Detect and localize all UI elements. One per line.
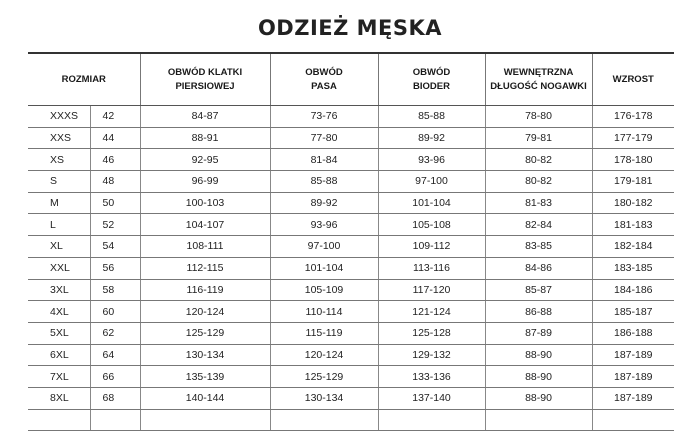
cell-pas: 93-96 — [270, 214, 378, 236]
cell-wzrost: 181-183 — [592, 214, 674, 236]
size-table — [28, 54, 674, 431]
cell-klatka: 96-99 — [140, 171, 270, 193]
cell-biodra: 89-92 — [378, 127, 485, 149]
cell-klatka: 84-87 — [140, 106, 270, 128]
cell-wzrost: 183-185 — [592, 257, 674, 279]
cell-wzrost: 176-178 — [592, 106, 674, 128]
cell-pas: 89-92 — [270, 192, 378, 214]
cell-nogawka: 88-90 — [485, 387, 592, 409]
cell-number: 56 — [90, 257, 140, 279]
cell-biodra: 85-88 — [378, 106, 485, 128]
cell-biodra: 121-124 — [378, 301, 485, 323]
header-biodra — [378, 54, 485, 106]
cell-wzrost: 179-181 — [592, 171, 674, 193]
cell-size: 4XL — [28, 301, 90, 323]
cell-nogawka: 80-82 — [485, 149, 592, 171]
table-row — [28, 127, 674, 149]
cell-nogawka: 88-90 — [485, 366, 592, 388]
table-row-empty — [28, 409, 674, 430]
cell-number: 62 — [90, 322, 140, 344]
cell-klatka: 104-107 — [140, 214, 270, 236]
table-row — [28, 149, 674, 171]
header-nogawka — [485, 54, 592, 106]
cell-pas: 110-114 — [270, 301, 378, 323]
cell-biodra: 105-108 — [378, 214, 485, 236]
cell-nogawka: 83-85 — [485, 236, 592, 258]
cell-nogawka: 85-87 — [485, 279, 592, 301]
cell-nogawka: 86-88 — [485, 301, 592, 323]
cell-empty — [140, 409, 270, 430]
table-row — [28, 257, 674, 279]
cell-wzrost: 187-189 — [592, 344, 674, 366]
header-nogawka-line1: WEWNĘTRZNA — [503, 66, 574, 78]
cell-pas: 73-76 — [270, 106, 378, 128]
header-klatka-line1: OBWÓD KLATKI — [167, 66, 243, 78]
cell-nogawka: 87-89 — [485, 322, 592, 344]
cell-pas: 101-104 — [270, 257, 378, 279]
cell-size: 8XL — [28, 387, 90, 409]
cell-empty — [485, 409, 592, 430]
header-klatka — [140, 54, 270, 106]
cell-nogawka: 79-81 — [485, 127, 592, 149]
cell-size: XS — [28, 149, 90, 171]
header-pas-line1: OBWÓD — [305, 66, 343, 78]
cell-number: 64 — [90, 344, 140, 366]
cell-klatka: 112-115 — [140, 257, 270, 279]
cell-pas: 77-80 — [270, 127, 378, 149]
cell-empty — [270, 409, 378, 430]
cell-number: 42 — [90, 106, 140, 128]
cell-wzrost: 187-189 — [592, 366, 674, 388]
header-klatka-line2: PIERSIOWEJ — [175, 80, 235, 92]
cell-wzrost: 178-180 — [592, 149, 674, 171]
cell-nogawka: 84-86 — [485, 257, 592, 279]
table-row — [28, 344, 674, 366]
cell-biodra: 125-128 — [378, 322, 485, 344]
cell-klatka: 125-129 — [140, 322, 270, 344]
cell-klatka: 108-111 — [140, 236, 270, 258]
cell-klatka: 116-119 — [140, 279, 270, 301]
cell-pas: 120-124 — [270, 344, 378, 366]
cell-biodra: 109-112 — [378, 236, 485, 258]
cell-size: XXS — [28, 127, 90, 149]
table-row — [28, 106, 674, 128]
cell-nogawka: 88-90 — [485, 344, 592, 366]
cell-wzrost: 180-182 — [592, 192, 674, 214]
cell-wzrost: 186-188 — [592, 322, 674, 344]
cell-number: 48 — [90, 171, 140, 193]
table-row — [28, 366, 674, 388]
cell-wzrost: 187-189 — [592, 387, 674, 409]
cell-size: 6XL — [28, 344, 90, 366]
cell-biodra: 133-136 — [378, 366, 485, 388]
table-row — [28, 236, 674, 258]
table-row — [28, 214, 674, 236]
header-row — [28, 54, 674, 106]
cell-pas: 125-129 — [270, 366, 378, 388]
cell-nogawka: 80-82 — [485, 171, 592, 193]
cell-size: XXXS — [28, 106, 90, 128]
size-table-wrapper — [28, 52, 674, 431]
cell-nogawka: 81-83 — [485, 192, 592, 214]
cell-empty — [592, 409, 674, 430]
cell-number: 50 — [90, 192, 140, 214]
cell-pas: 85-88 — [270, 171, 378, 193]
cell-pas: 81-84 — [270, 149, 378, 171]
cell-empty — [90, 409, 140, 430]
cell-klatka: 130-134 — [140, 344, 270, 366]
cell-number: 46 — [90, 149, 140, 171]
cell-size: 3XL — [28, 279, 90, 301]
cell-klatka: 140-144 — [140, 387, 270, 409]
header-biodra-line2: BIODER — [413, 80, 450, 92]
cell-size: XL — [28, 236, 90, 258]
cell-klatka: 135-139 — [140, 366, 270, 388]
header-nogawka-line2: DŁUGOŚĆ NOGAWKI — [490, 80, 587, 92]
table-row — [28, 301, 674, 323]
cell-number: 58 — [90, 279, 140, 301]
cell-pas: 105-109 — [270, 279, 378, 301]
header-rozmiar: ROZMIAR — [28, 54, 140, 106]
cell-number: 60 — [90, 301, 140, 323]
table-row — [28, 171, 674, 193]
cell-biodra: 117-120 — [378, 279, 485, 301]
cell-size: M — [28, 192, 90, 214]
cell-number: 52 — [90, 214, 140, 236]
cell-size: S — [28, 171, 90, 193]
cell-klatka: 88-91 — [140, 127, 270, 149]
table-row — [28, 279, 674, 301]
header-pas-line2: PASA — [311, 80, 337, 92]
cell-klatka: 92-95 — [140, 149, 270, 171]
cell-number: 68 — [90, 387, 140, 409]
table-row — [28, 322, 674, 344]
cell-biodra: 97-100 — [378, 171, 485, 193]
cell-wzrost: 185-187 — [592, 301, 674, 323]
cell-nogawka: 78-80 — [485, 106, 592, 128]
table-row — [28, 192, 674, 214]
cell-wzrost: 182-184 — [592, 236, 674, 258]
header-wzrost: WZROST — [592, 54, 674, 106]
cell-size: L — [28, 214, 90, 236]
cell-wzrost: 184-186 — [592, 279, 674, 301]
cell-size: 5XL — [28, 322, 90, 344]
cell-number: 54 — [90, 236, 140, 258]
cell-size: XXL — [28, 257, 90, 279]
cell-biodra: 113-116 — [378, 257, 485, 279]
cell-size: 7XL — [28, 366, 90, 388]
cell-klatka: 100-103 — [140, 192, 270, 214]
page-title: ODZIEŻ MĘSKA — [257, 16, 443, 40]
cell-biodra: 93-96 — [378, 149, 485, 171]
cell-biodra: 101-104 — [378, 192, 485, 214]
cell-empty — [28, 409, 90, 430]
cell-klatka: 120-124 — [140, 301, 270, 323]
header-pas — [270, 54, 378, 106]
cell-biodra: 137-140 — [378, 387, 485, 409]
cell-pas: 115-119 — [270, 322, 378, 344]
cell-biodra: 129-132 — [378, 344, 485, 366]
header-biodra-line1: OBWÓD — [412, 66, 451, 78]
cell-nogawka: 82-84 — [485, 214, 592, 236]
cell-wzrost: 177-179 — [592, 127, 674, 149]
table-row — [28, 387, 674, 409]
cell-empty — [378, 409, 485, 430]
cell-number: 66 — [90, 366, 140, 388]
size-table-body — [28, 106, 674, 431]
cell-pas: 97-100 — [270, 236, 378, 258]
cell-pas: 130-134 — [270, 387, 378, 409]
cell-number: 44 — [90, 127, 140, 149]
